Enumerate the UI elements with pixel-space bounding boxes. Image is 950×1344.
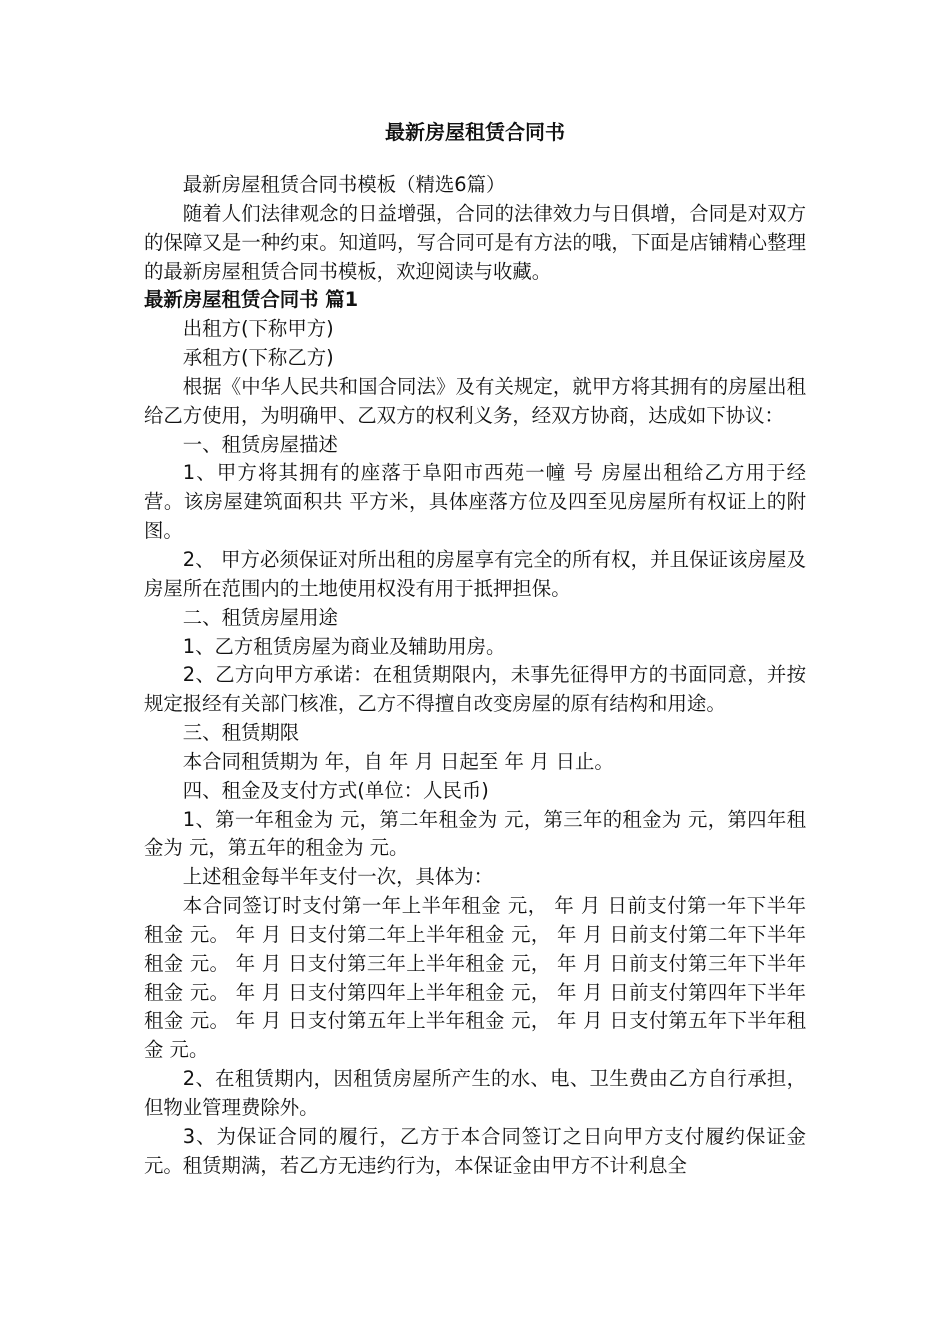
paragraph-clause-4-1: 1、第一年租金为 元，第二年租金为 元，第三年的租金为 元，第四年租金为 元，第五年的租金为 元。 xyxy=(144,807,806,860)
paragraph-clause-4-2: 2、在租赁期内，因租赁房屋所产生的水、电、卫生费由乙方自行承担，但物业管理费除外。 xyxy=(144,1067,806,1119)
paragraph-clause-4-heading: 四、租金及支付方式(单位：人民币) xyxy=(182,778,489,802)
paragraph-intro: 随着人们法律观念的日益增强，合同的法律效力与日俱增，合同是对双方的保障又是一种约束。知道吗，写合同可是有方法的哦，下面是店铺精心整理的最新房屋租赁合同书模板，欢迎阅读与收藏。 xyxy=(144,201,806,283)
paragraph-clause-2-1: 1、乙方租赁房屋为商业及辅助用房。 xyxy=(182,634,506,658)
paragraph-clause-4-1b: 本合同签订时支付第一年上半年租金 元， 年 月 日前支付第一年下半年租金 元。 年 月 日支付第二年上半年租金 元， 年 月 日前支付第二年下半年租金 元。 年 月 日支付第三年上半年租金 元， 年 月 日前支付第三年下半年租金 元。 年 月 日支付第四年上半年租金 元， 年 月 日前支付第四年下半年租金 元。 年 月 日支付第五年上半年租金 元， 年 月 日支付第五年下半年租金 元。 xyxy=(144,894,806,1062)
section-heading: 最新房屋租赁合同书 篇1 xyxy=(144,288,359,312)
paragraph-lessee: 承租方(下称乙方) xyxy=(182,346,334,370)
paragraph-lessor: 出租方(下称甲方) xyxy=(182,317,334,341)
paragraph-subtitle: 最新房屋租赁合同书模板（精选6篇） xyxy=(182,173,506,196)
paragraph-clause-1-1: 1、甲方将其拥有的座落于阜阳市西苑一幢 号 房屋出租给乙方用于经营。该房屋建筑面积共 平方米，具体座落方位及四至见房屋所有权证上的附图。 xyxy=(144,461,806,543)
paragraph-clause-4-3: 3、为保证合同的履行，乙方于本合同签订之日向甲方支付履约保证金 元。租赁期满，若乙方无违约行为，本保证金由甲方不计利息全 xyxy=(144,1124,806,1177)
paragraph-clause-2-heading: 二、租赁房屋用途 xyxy=(182,605,338,629)
document-title: 最新房屋租赁合同书 xyxy=(385,120,565,144)
paragraph-clause-4-1a: 上述租金每半年支付一次，具体为： xyxy=(182,865,494,889)
paragraph-clause-2-2: 2、乙方向甲方承诺：在租赁期限内，未事先征得甲方的书面同意，并按规定报经有关部门核准，乙方不得擅自改变房屋的原有结构和用途。 xyxy=(144,663,806,716)
paragraph-clause-3-1: 本合同租赁期为 年，自 年 月 日起至 年 月 日止。 xyxy=(182,749,614,773)
paragraph-preamble: 根据《中华人民共和国合同法》及有关规定，就甲方将其拥有的房屋出租给乙方使用，为明确甲、乙双方的权利义务，经双方协商，达成如下协议： xyxy=(144,374,806,427)
paragraph-clause-1-heading: 一、租赁房屋描述 xyxy=(182,432,338,456)
document-body xyxy=(144,171,806,1181)
paragraph-clause-1-2: 2、 甲方必须保证对所出租的房屋享有完全的所有权，并且保证该房屋及房屋所在范围内的土地使用权没有用于抵押担保。 xyxy=(144,547,806,600)
paragraph-clause-3-heading: 三、租赁期限 xyxy=(182,721,300,745)
